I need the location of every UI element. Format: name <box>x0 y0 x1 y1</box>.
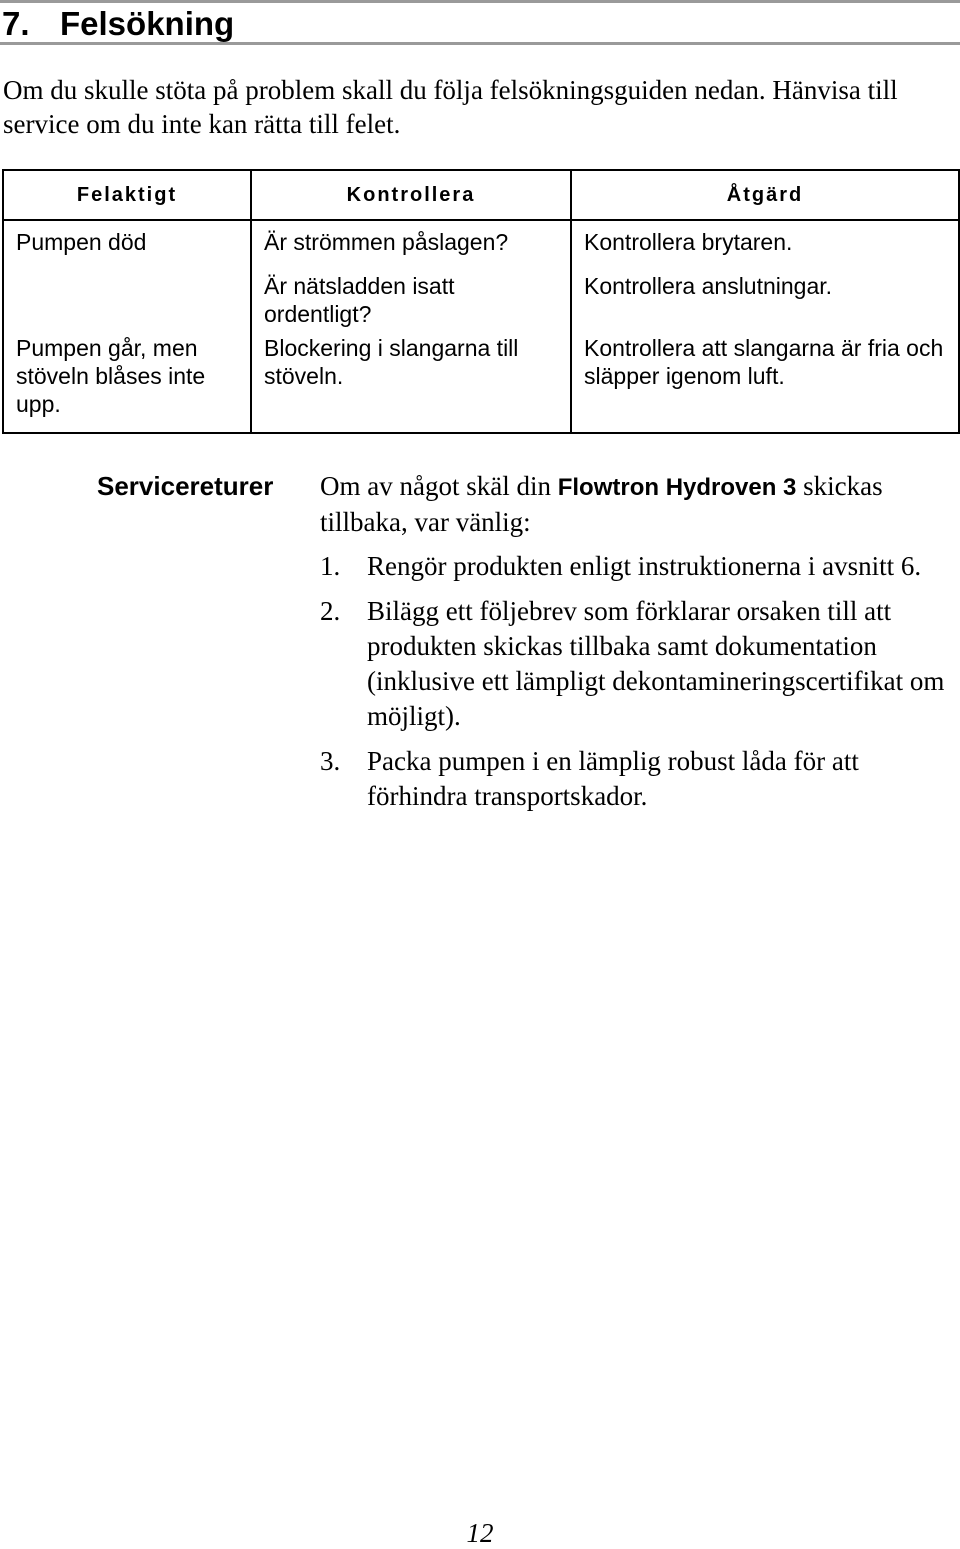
column-header-fault: Felaktigt <box>3 170 251 220</box>
table-cell: Pumpen går, men stöveln blåses inte upp. <box>3 328 251 433</box>
table-cell: Kontrollera anslutningar. <box>571 256 959 328</box>
table-cell: Är nätsladden isatt ordentligt? <box>251 256 571 328</box>
table-cell: Blockering i slangarna till stöveln. <box>251 328 571 433</box>
table-row <box>3 220 959 256</box>
list-item <box>320 594 956 734</box>
table-cell: Är strömmen påslagen? <box>251 220 571 256</box>
product-name: Flowtron Hydroven 3 <box>557 474 797 501</box>
troubleshooting-table <box>2 169 960 434</box>
intro-text-after: skickas tillbaka, var vänlig: <box>320 471 883 537</box>
column-header-action: Åtgärd <box>571 170 959 220</box>
step-text: Bilägg ett följebrev som förklarar orsaken till att produkten skickas tillbaka samt dokumentation (inklusive ett lämpligt dekontamineringscertifikat om möjligt). <box>367 596 945 731</box>
column-header-check: Kontrollera <box>251 170 571 220</box>
table-row <box>3 328 959 433</box>
table-cell: Pumpen död <box>3 220 251 256</box>
step-text: Rengör produkten enligt instruktionerna i avsnitt 6. <box>367 551 922 581</box>
step-number: 3. <box>320 746 341 776</box>
service-returns-title: Servicereturer <box>97 471 274 501</box>
table-header-row <box>3 170 959 220</box>
list-item <box>320 549 956 584</box>
intro-text-before: Om av något skäl din <box>320 471 558 501</box>
section-title: Felsökning <box>60 5 235 42</box>
table-row <box>3 256 959 328</box>
service-steps-list <box>320 549 956 824</box>
step-number: 1. <box>320 551 341 581</box>
table-cell: Kontrollera att slangarna är fria och släpper igenom luft. <box>571 328 959 433</box>
intro-paragraph: Om du skulle stöta på problem skall du följa felsökningsguiden nedan. Hänvisa till service om du inte kan rätta till felet. <box>3 75 898 139</box>
section-number: 7. <box>2 5 30 42</box>
service-returns-intro <box>320 469 950 539</box>
table-cell <box>3 256 251 328</box>
step-text: Packa pumpen i en lämplig robust låda för att förhindra transportskador. <box>367 746 859 811</box>
section-heading <box>0 0 960 45</box>
table-cell: Kontrollera brytaren. <box>571 220 959 256</box>
list-item <box>320 744 956 814</box>
step-number: 2. <box>320 596 341 626</box>
page-number: 12 <box>466 1518 494 1548</box>
